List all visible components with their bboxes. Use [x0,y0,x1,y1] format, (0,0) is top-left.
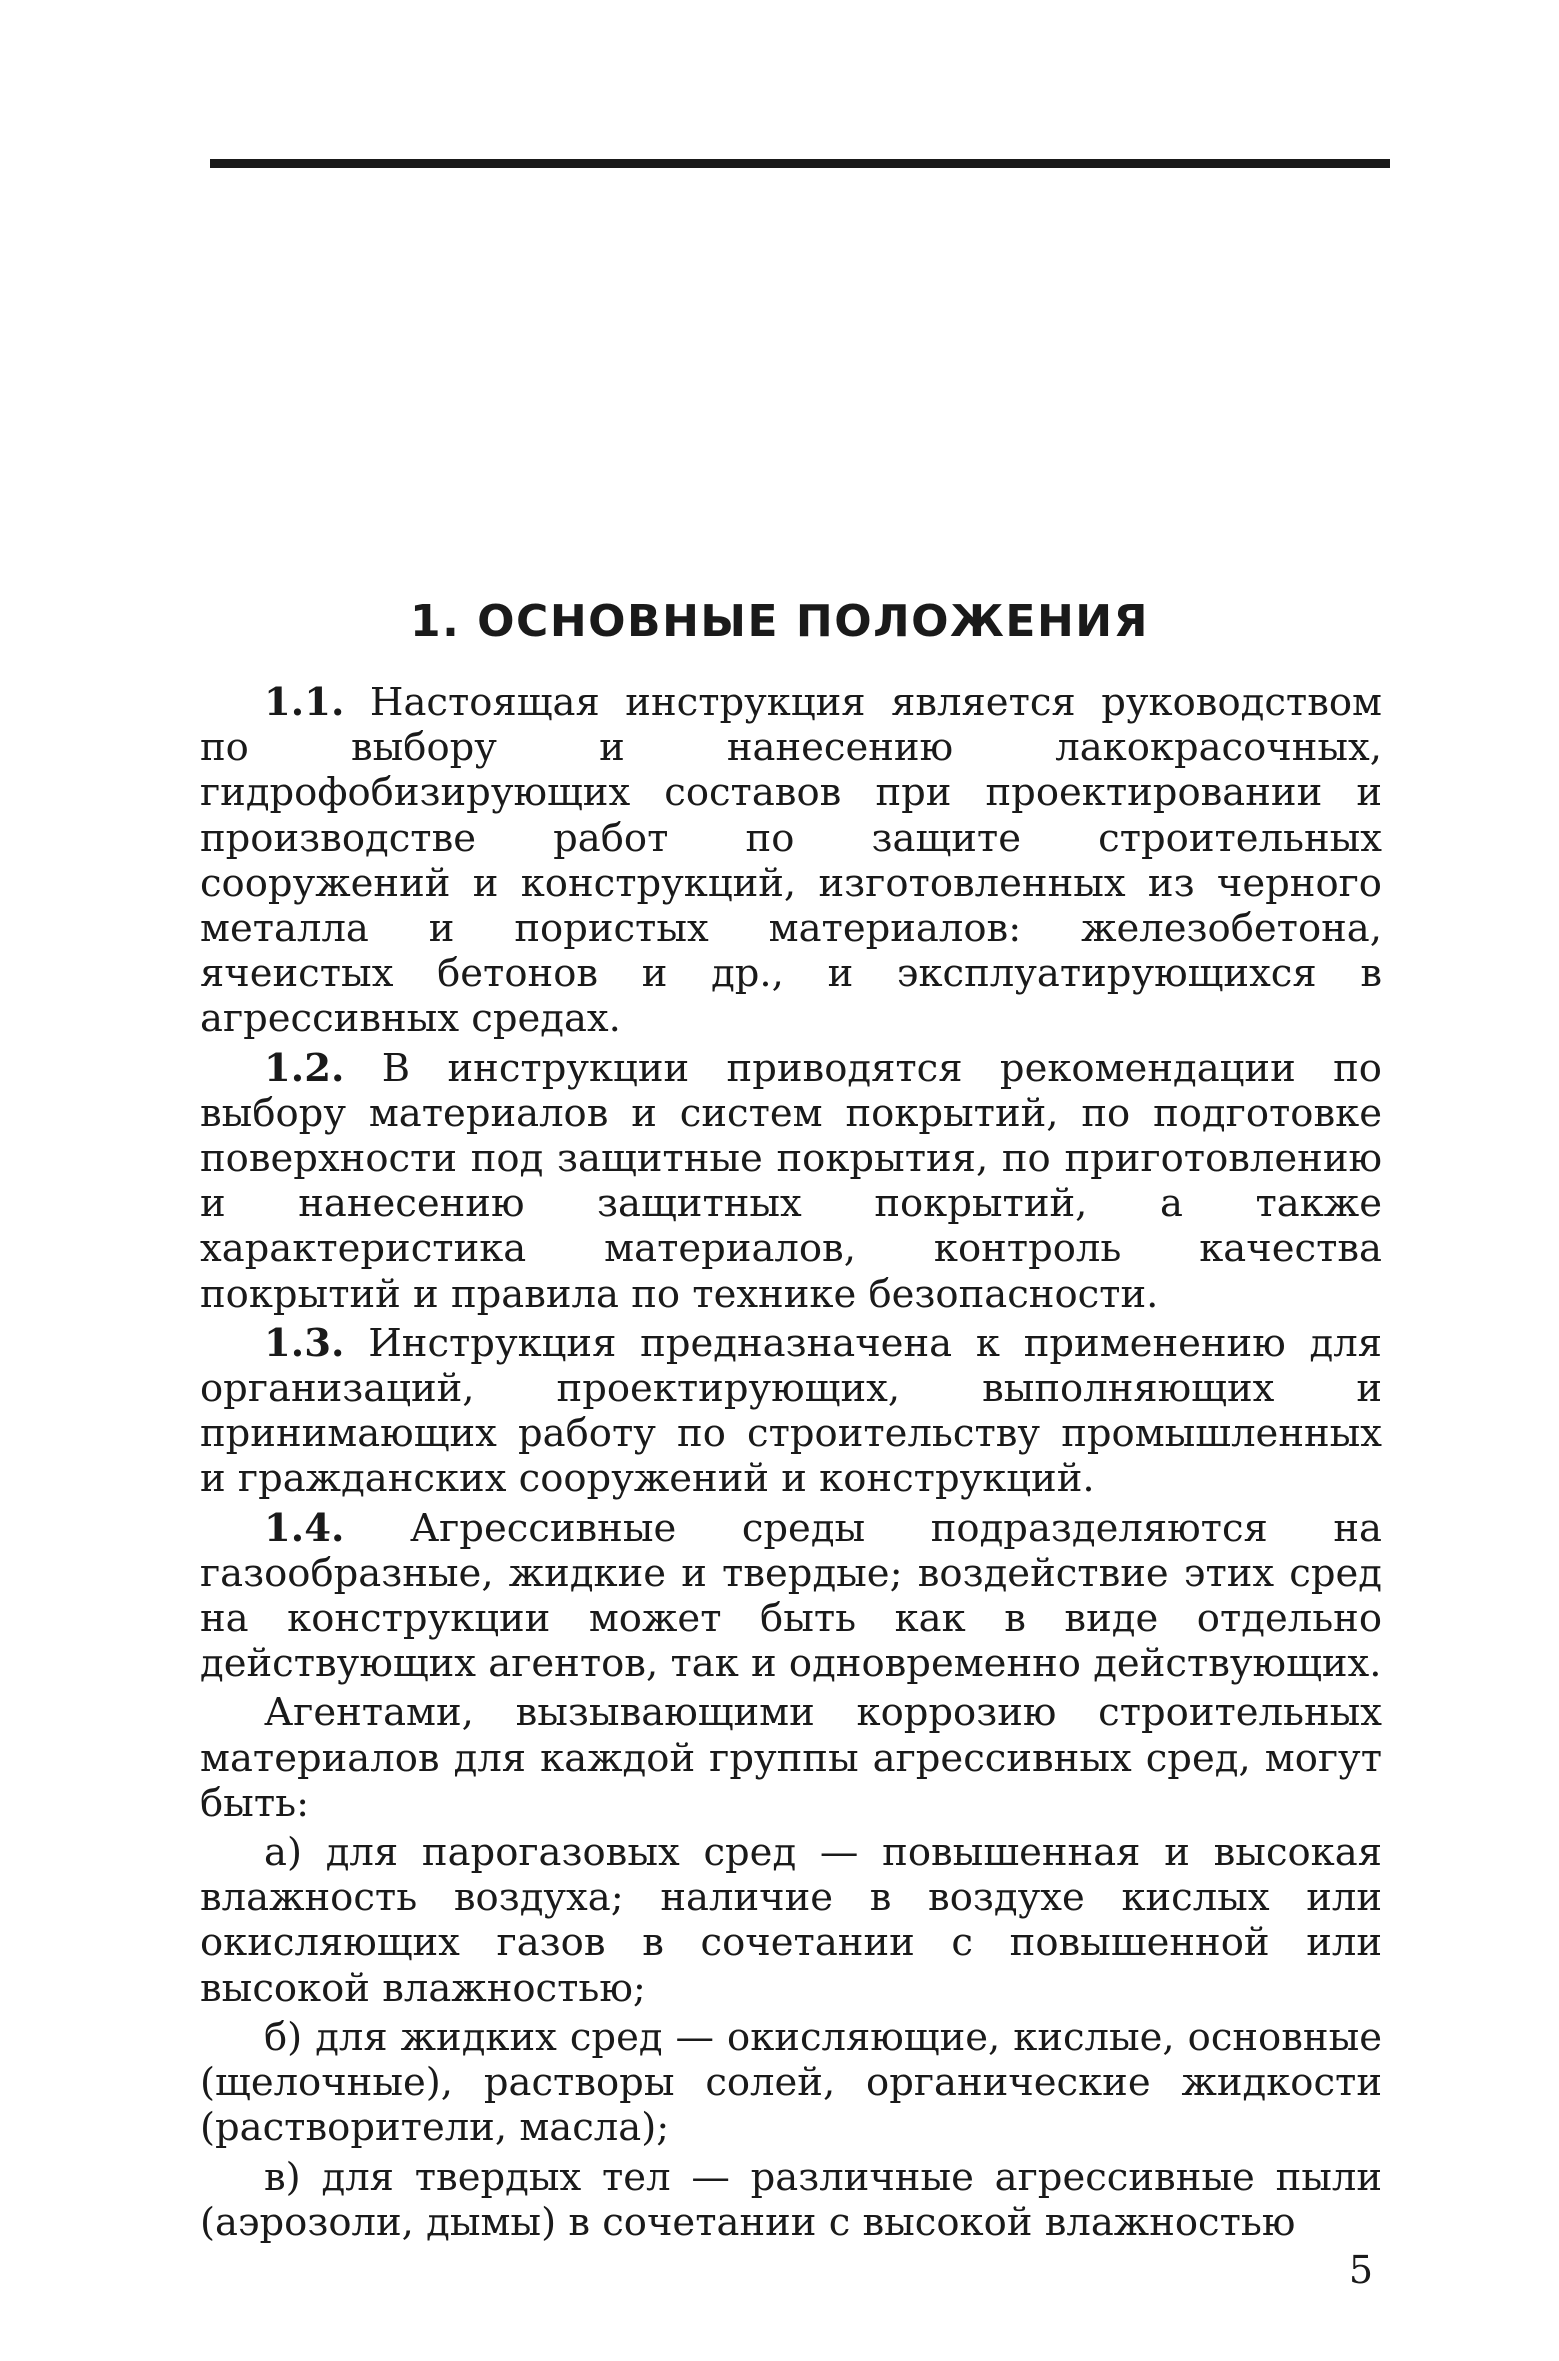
section-heading: 1. ОСНОВНЫЕ ПОЛОЖЕНИЯ [409,596,1150,647]
top-rule [210,159,1390,168]
paragraph-1-1 [200,680,1382,1042]
paragraph-number: 1.2. [264,1045,345,1091]
paragraph-1-2 [200,1046,1382,1317]
paragraph-1-4 [200,1506,1382,1687]
paragraph-text: Агрессивные среды подразделяются на газообразные, жидкие и твердые; воздействие этих сред на конструкции может быть как в виде отдельно действующих агентов, так и одновременно действующих. [200,1505,1382,1687]
paragraph-text: Инструкция предназначена к применению для организаций, проектирующих, выполняющих и принимающих работу по строительству промышленных и гражданских сооружений и конструкций. [200,1320,1382,1502]
paragraph-text: Настоящая инструкция является руководством по выбору и нанесению лакокрасочных, гидрофобизирующих составов при проектировании и производстве работ по защите строительных сооружений и конструкций, изготовленных из черного металла и пористых материалов: железобетона, ячеистых бетонов и др., и эксплуатирующихся в агрессивных средах. [200,680,1382,1042]
body-text [200,680,1382,2249]
paragraph-text: В инструкции приводятся рекомендации по выбору материалов и систем покрытий, по подготовке поверхности под защитные покрытия, по приготовлению и нанесению защитных покрытий, а также характеристика материалов, контроль качества покрытий и правила по технике безопасности. [200,1045,1382,1317]
list-item-a: а) для парогазовых сред — повышенная и высокая влажность воздуха; наличие в воздухе кислых или окисляющих газов в сочетании с повышенной или высокой влажностью; [200,1830,1382,2011]
paragraph-number: 1.1. [264,680,345,725]
list-item-b: б) для жидких сред — окисляющие, кислые, основные (щелочные), растворы солей, органические жидкости (растворители, масла); [200,2014,1382,2151]
paragraph-number: 1.3. [264,1320,345,1366]
paragraph-number: 1.4. [264,1505,345,1551]
paragraph-agents-intro: Агентами, вызывающими коррозию строительных материалов для каждой группы агрессивных сред, могут быть: [200,1690,1382,1826]
page-number: 5 [1348,2248,1373,2292]
list-item-c: в) для твердых тел — различные агрессивные пыли (аэрозоли, дымы) в сочетании с высокой влажностью [200,2154,1382,2245]
paragraph-1-3 [200,1321,1382,1502]
